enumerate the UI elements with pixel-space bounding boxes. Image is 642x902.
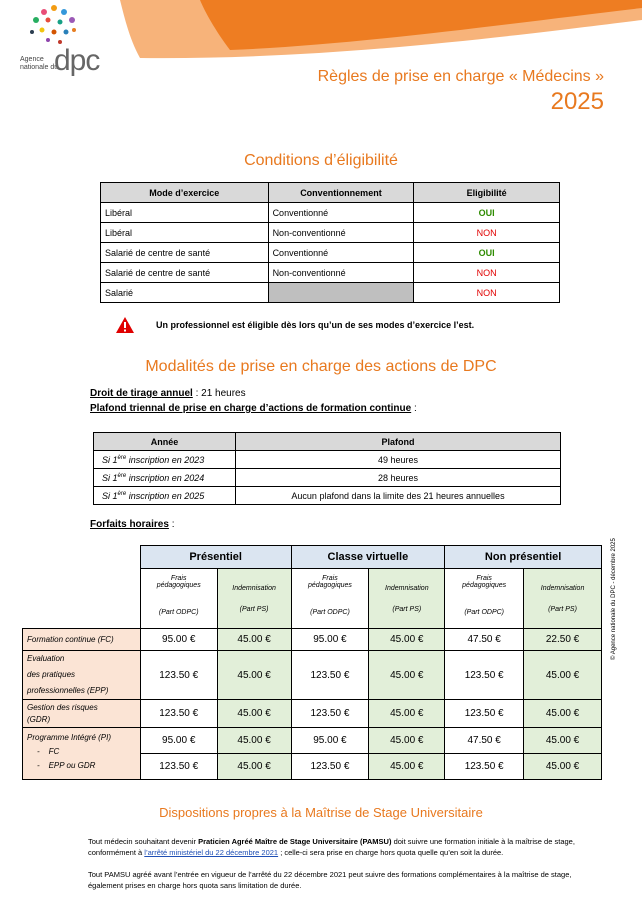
value-cell: 45.00 €	[524, 651, 602, 700]
row-label: Evaluation des pratiques professionnelles (EPP)	[23, 651, 141, 700]
logo-text: Agence nationale du	[20, 56, 59, 71]
value-cell: 45.00 €	[217, 629, 291, 651]
value-cell: 45.00 €	[524, 754, 602, 780]
column-header: Plafond	[236, 433, 561, 451]
value-cell: 45.00 €	[369, 700, 445, 728]
row-label: Formation continue (FC)	[23, 629, 141, 651]
warning-text: Un professionnel est éligible dès lors qu’un de ses modes d’exercice l’est.	[156, 320, 475, 330]
mode-cell: Libéral	[101, 223, 269, 243]
frais-subheader: Frais pédagogiques (Part ODPC)	[140, 569, 217, 629]
plafond-cell: Aucun plafond dans la limite des 21 heures annuelles	[236, 487, 561, 505]
droit-tirage	[90, 388, 246, 399]
value-cell: 95.00 €	[291, 629, 369, 651]
group-header: Non présentiel	[445, 546, 602, 569]
value-cell: 45.00 €	[217, 700, 291, 728]
value-cell: 123.50 €	[445, 651, 524, 700]
copyright-text: © Agence nationale du DPC - décembre 2025	[611, 538, 617, 660]
value-cell: 47.50 €	[445, 629, 524, 651]
arrete-link[interactable]: l’arrêté ministériel du 22 décembre 2021	[144, 848, 279, 857]
plafond-triennal	[90, 403, 417, 414]
mode-cell: Salarié	[101, 283, 269, 303]
elig-cell: OUI	[414, 243, 560, 263]
droit-label: Droit de tirage annuel	[90, 388, 193, 399]
value-cell: 123.50 €	[291, 651, 369, 700]
eligibility-warning	[116, 316, 474, 334]
group-header: Classe virtuelle	[291, 546, 445, 569]
eligibility-table	[100, 182, 560, 303]
maitrise-title: Dispositions propres à la Maîtrise de Stage Universitaire	[159, 805, 483, 820]
conv-cell: Conventionné	[268, 203, 414, 223]
value-cell: 45.00 €	[369, 651, 445, 700]
plafond-label: Plafond triennal de prise en charge d’actions de formation continue	[90, 403, 412, 414]
frais-subheader: Frais pédagogiques (Part ODPC)	[291, 569, 369, 629]
elig-cell: OUI	[414, 203, 560, 223]
value-cell: 123.50 €	[445, 754, 524, 780]
document-title: Règles de prise en charge « Médecins »	[317, 68, 604, 85]
table-row	[101, 243, 560, 263]
plafond-cell: 49 heures	[236, 451, 561, 469]
indem-subheader: Indemnisation (Part PS)	[369, 569, 445, 629]
value-cell: 45.00 €	[369, 754, 445, 780]
conv-cell: Non-conventionné	[268, 263, 414, 283]
conv-cell: Non-conventionné	[268, 223, 414, 243]
value-cell: 22.50 €	[524, 629, 602, 651]
column-header: Mode d’exercice	[101, 183, 269, 203]
table-row	[101, 223, 560, 243]
eligibility-title: Conditions d’éligibilité	[244, 152, 398, 169]
table-row	[23, 651, 602, 700]
table-row	[101, 263, 560, 283]
value-cell: 123.50 €	[140, 651, 217, 700]
elig-cell: NON	[414, 263, 560, 283]
value-cell: 123.50 €	[291, 700, 369, 728]
frais-subheader: Frais pédagogiques (Part ODPC)	[445, 569, 524, 629]
value-cell: 45.00 €	[524, 700, 602, 728]
warning-icon	[116, 317, 134, 333]
column-header: Conventionnement	[268, 183, 414, 203]
table-header-row	[23, 546, 602, 569]
table-row	[23, 700, 602, 728]
table-row	[101, 203, 560, 223]
column-header: Année	[94, 433, 236, 451]
value-cell: 123.50 €	[291, 754, 369, 780]
value-cell: 123.50 €	[445, 700, 524, 728]
elig-cell: NON	[414, 283, 560, 303]
row-label: Programme Intégré (PI) - FC - EPP ou GDR	[23, 728, 141, 780]
table-row	[101, 283, 560, 303]
conv-cell: Conventionné	[268, 243, 414, 263]
indem-subheader: Indemnisation (Part PS)	[524, 569, 602, 629]
maitrise-paragraph-2: Tout PAMSU agréé avant l’entrée en vigueur de l’arrêté du 22 décembre 2021 peut suivre des formations complémentaires à la maîtrise de stage, également prises en charge hors quota sans limitation de durée.	[88, 870, 572, 890]
table-row	[23, 728, 602, 754]
plafond-cell: 28 heures	[236, 469, 561, 487]
table-subheader-row	[23, 569, 602, 629]
value-cell: 95.00 €	[291, 728, 369, 754]
year-cell: Si 1ère inscription en 2023	[94, 451, 236, 469]
value-cell: 45.00 €	[369, 629, 445, 651]
value-cell: 123.50 €	[140, 754, 217, 780]
forfaits-table	[22, 545, 602, 780]
value-cell: 45.00 €	[217, 651, 291, 700]
plafond-table	[93, 432, 561, 505]
row-label: Gestion des risques (GDR)	[23, 700, 141, 728]
value-cell: 123.50 €	[140, 700, 217, 728]
forfaits-heading: Forfaits horaires :	[90, 519, 175, 530]
year-cell: Si 1ère inscription en 2025	[94, 487, 236, 505]
maitrise-paragraph-1: Tout médecin souhaitant devenir Praticien Agréé Maître de Stage Universitaire (PAMSU) doit suivre une formation initiale à la maîtrise de stage, conformément à l’arrêté ministériel du 22 décembre 2021 ; celle-ci sera prise en charge hors quota quelle qu’en soit la durée.	[88, 837, 575, 857]
modalites-title: Modalités de prise en charge des actions de DPC	[145, 358, 497, 375]
table-row	[94, 451, 561, 469]
value-cell: 47.50 €	[445, 728, 524, 754]
value-cell: 45.00 €	[524, 728, 602, 754]
value-cell: 95.00 €	[140, 728, 217, 754]
conv-cell	[268, 283, 414, 303]
indem-subheader: Indemnisation (Part PS)	[217, 569, 291, 629]
mode-cell: Libéral	[101, 203, 269, 223]
mode-cell: Salarié de centre de santé	[101, 243, 269, 263]
value-cell: 45.00 €	[369, 728, 445, 754]
year-cell: Si 1ère inscription en 2024	[94, 469, 236, 487]
forfaits-label: Forfaits horaires	[90, 519, 169, 530]
table-row	[94, 469, 561, 487]
document-year: 2025	[550, 88, 604, 115]
table-header-row	[101, 183, 560, 203]
mode-cell: Salarié de centre de santé	[101, 263, 269, 283]
value-cell: 45.00 €	[217, 728, 291, 754]
plafond-suffix: :	[411, 403, 417, 414]
table-row	[23, 629, 602, 651]
group-header: Présentiel	[140, 546, 291, 569]
elig-cell: NON	[414, 223, 560, 243]
table-header-row	[94, 433, 561, 451]
logo-brand: dpc	[54, 44, 100, 77]
table-row	[94, 487, 561, 505]
droit-value: : 21 heures	[192, 388, 246, 399]
value-cell: 95.00 €	[140, 629, 217, 651]
value-cell: 45.00 €	[217, 754, 291, 780]
column-header: Eligibilité	[414, 183, 560, 203]
copyright-sidebar	[611, 520, 623, 660]
